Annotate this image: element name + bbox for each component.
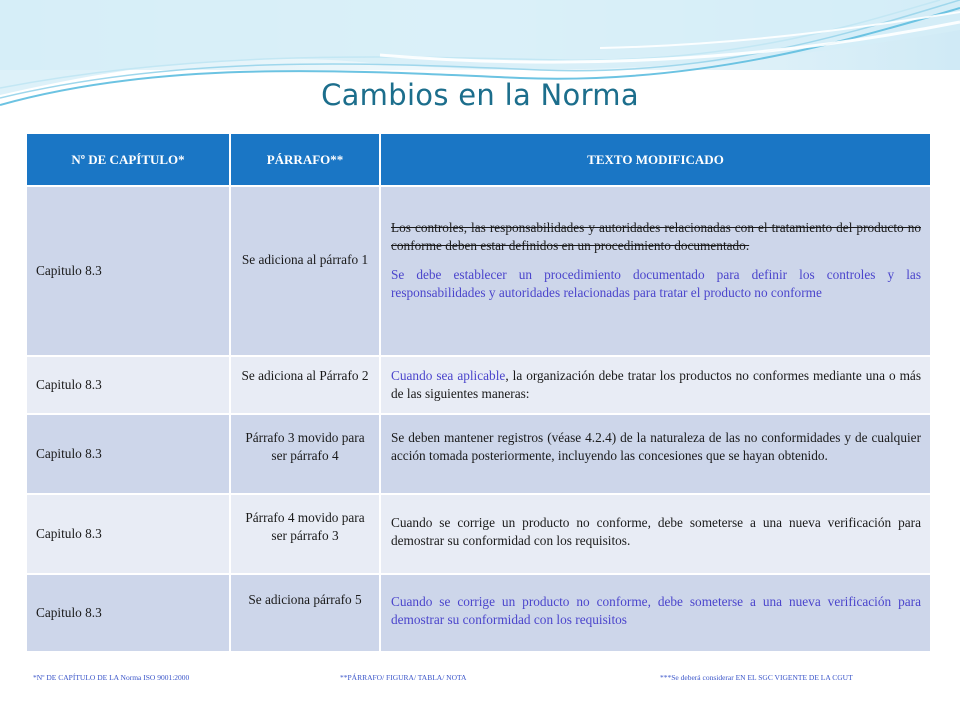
- row-text: [380, 186, 930, 356]
- row-chapter: Capitulo 8.3: [27, 574, 230, 652]
- footnote-paragraph: **PÁRRAFO/ FIGURA/ TABLA/ NOTA: [340, 673, 467, 682]
- page-title: Cambios en la Norma: [321, 78, 639, 112]
- changes-table: [27, 134, 930, 653]
- footnote-sgc: ***Se deberá considerar EN EL SGC VIGENTE DE LA CGUT: [660, 673, 853, 682]
- added-text: Se debe establecer un procedimiento documentado para definir los controles y las responsabilidades y autoridades relacionadas para tratar el producto no conforme: [391, 266, 921, 301]
- row-text: Cuando se corrige un producto no conforme, debe someterse a una nueva verificación para demostrar su conformidad con los requisitos.: [380, 494, 930, 574]
- unchanged-text: , la organización debe tratar los productos no conformes mediante una o más de las siguientes maneras:: [391, 368, 922, 402]
- row-paragraph: Se adiciona al párrafo 1: [230, 186, 380, 356]
- row-chapter: Capitulo 8.3: [27, 414, 230, 494]
- row-paragraph: Se adiciona al Párrafo 2: [230, 356, 380, 414]
- table-row: [27, 356, 930, 414]
- row-chapter: Capitulo 8.3: [27, 494, 230, 574]
- row-paragraph: Se adiciona párrafo 5: [230, 574, 380, 652]
- header-chapter: Nº DE CAPÍTULO*: [27, 134, 230, 186]
- row-chapter: Capitulo 8.3: [27, 356, 230, 414]
- row-chapter: Capitulo 8.3: [27, 186, 230, 356]
- header-paragraph: PÁRRAFO**: [230, 134, 380, 186]
- row-paragraph: Párrafo 4 movido para ser párrafo 3: [230, 494, 380, 574]
- footnote-chapter: *Nº DE CAPÍTULO DE LA Norma ISO 9001:2000: [33, 673, 190, 682]
- added-text: Cuando se corrige un producto no conforme, debe someterse a una nueva verificación para demostrar su conformidad con los requisitos: [391, 594, 921, 628]
- added-text: Cuando sea aplicable: [391, 368, 506, 383]
- table-row: [27, 494, 930, 574]
- row-text: [380, 356, 930, 414]
- row-text: Se deben mantener registros (véase 4.2.4) de la naturaleza de las no conformidades y de cualquier acción tomada posteriormente, incluyendo las concesiones que se hayan obtenido.: [380, 414, 930, 494]
- row-text: [380, 574, 930, 652]
- table-row: [27, 186, 930, 356]
- header-modified-text: TEXTO MODIFICADO: [380, 134, 930, 186]
- table-row: [27, 414, 930, 494]
- removed-text: Los controles, las responsabilidades y autoridades relacionadas con el tratamiento del producto no conforme deben estar definidos en un procedimiento documentado.: [391, 220, 921, 254]
- row-paragraph: Párrafo 3 movido para ser párrafo 4: [230, 414, 380, 494]
- table-header-row: [27, 134, 930, 186]
- table-row: [27, 574, 930, 652]
